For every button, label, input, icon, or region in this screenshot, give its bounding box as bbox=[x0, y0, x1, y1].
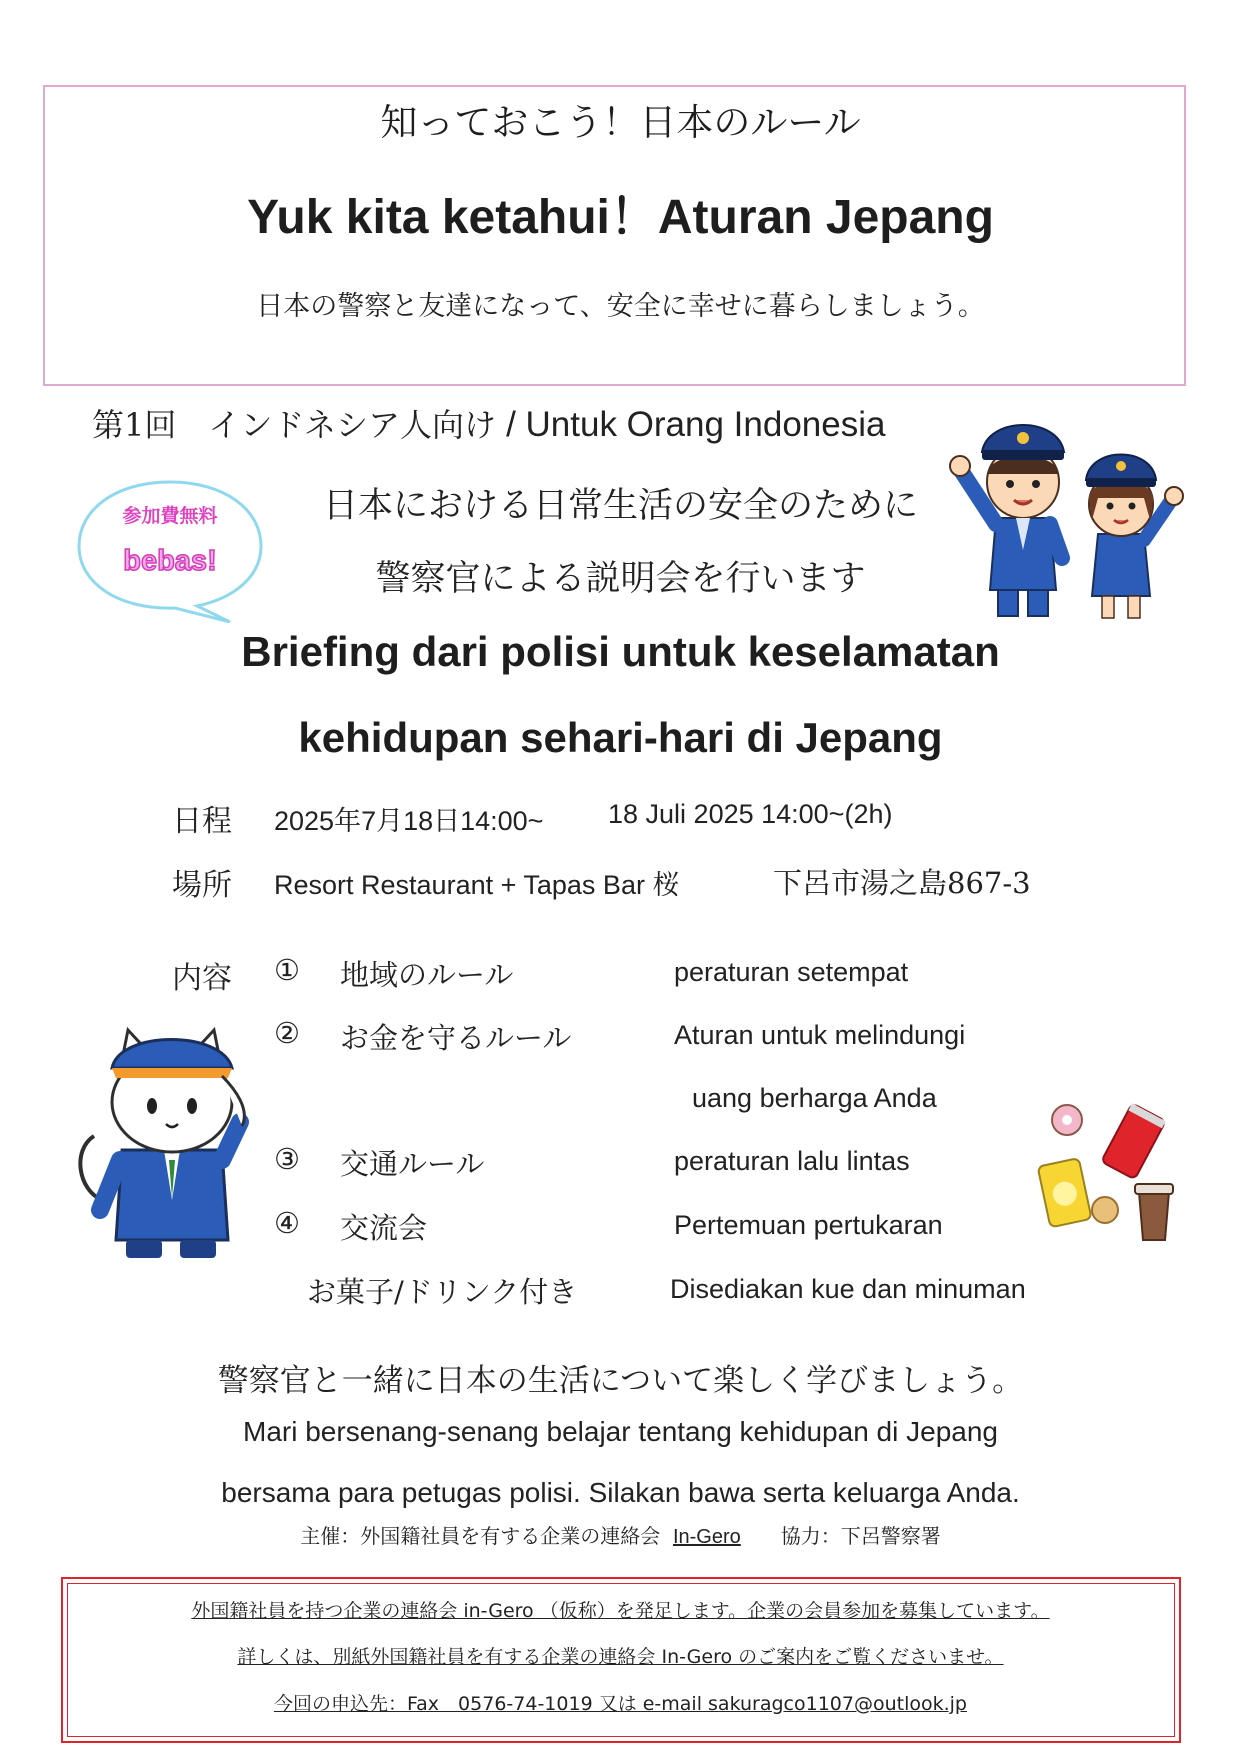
snacks-drinks-illustration bbox=[1033, 1100, 1183, 1250]
content-item-2-num: ② bbox=[274, 1016, 300, 1050]
content-item-2-jp: お金を守るルール bbox=[340, 1021, 572, 1055]
content-extra-jp: お菓子/ドリンク付き bbox=[307, 1275, 578, 1309]
female-officer-icon bbox=[1086, 455, 1183, 619]
session-audience-jp: インドネシア人向け bbox=[208, 406, 497, 444]
session-audience-id: / Untuk Orang Indonesia bbox=[506, 405, 886, 444]
venue-address: 下呂市湯之島867-3 bbox=[773, 866, 1031, 900]
content-item-3-num: ③ bbox=[274, 1142, 300, 1176]
content-item-4-id: Pertemuan pertukaran bbox=[674, 1210, 943, 1240]
info-line1: 外国籍社員を持つ企業の連絡会 in-Gero （仮称）を発足します。企業の会員参加を募集しています。 bbox=[191, 1600, 1050, 1622]
content-item-4-jp: 交流会 bbox=[340, 1211, 428, 1245]
cooperation: 協力：下呂警察署 bbox=[780, 1524, 941, 1548]
free-badge-jp: 参加費無料 bbox=[122, 505, 218, 527]
title-jp: 知っておこう！日本のルール bbox=[380, 101, 861, 144]
lead-id-line2: kehidupan sehari-hari di Jepang bbox=[298, 714, 943, 761]
cat-police-illustration bbox=[72, 1010, 262, 1270]
organizer-label: 主催：外国籍社員を有する企業の連絡会 bbox=[300, 1524, 661, 1548]
content-item-4-num: ④ bbox=[274, 1206, 300, 1240]
venue-label: 場所 bbox=[172, 868, 232, 903]
male-officer-icon bbox=[950, 425, 1064, 616]
subtitle-jp: 日本の警察と友達になって、安全に幸せに暮らしましょう。 bbox=[256, 291, 985, 322]
venue-name: Resort Restaurant + Tapas Bar 桜 bbox=[274, 870, 680, 900]
content-item-1-jp: 地域のルール bbox=[340, 958, 514, 992]
lead-jp-line2: 警察官による説明会を行います bbox=[375, 559, 866, 599]
closing-jp: 警察官と一緒に日本の生活について楽しく学びましょう。 bbox=[217, 1363, 1024, 1399]
content-extra-id: Disediakan kue dan minuman bbox=[670, 1274, 1026, 1304]
free-badge-id: bebas! bbox=[123, 545, 217, 577]
session-number: 第1回 bbox=[92, 406, 177, 444]
session-line bbox=[92, 400, 885, 446]
content-item-2-id-cont: uang berharga Anda bbox=[692, 1083, 937, 1113]
content-item-2-id: Aturan untuk melindungi bbox=[674, 1020, 966, 1050]
schedule-jp: 2025年7月18日14:00~ bbox=[274, 806, 544, 836]
lead-jp-line1: 日本における日常生活の安全のために bbox=[322, 486, 918, 526]
closing-id-line2: bersama para petugas polisi. Silakan bawa serta keluarga Anda. bbox=[221, 1477, 1020, 1508]
content-item-1-num: ① bbox=[274, 953, 300, 987]
lead-id-line1: Briefing dari polisi untuk keselamatan bbox=[241, 628, 1000, 675]
organizer-line bbox=[0, 1520, 1241, 1549]
content-item-3-id: peraturan lalu lintas bbox=[674, 1146, 910, 1176]
content-label: 内容 bbox=[172, 961, 232, 996]
schedule-id: 18 Juli 2025 14:00~(2h) bbox=[608, 799, 893, 829]
police-officers-illustration bbox=[938, 400, 1198, 620]
title-id: Yuk kita ketahui！Aturan Jepang bbox=[247, 191, 994, 244]
content-item-1-id: peraturan setempat bbox=[674, 957, 909, 987]
organizer-name: In-Gero bbox=[672, 1526, 741, 1548]
info-line2: 詳しくは、別紙外国籍社員を有する企業の連絡会 In-Gero のご案内をご覧くださいませ。 bbox=[237, 1646, 1004, 1668]
info-line3: 今回の申込先：Fax 0576-74-1019 又は e-mail sakuragco1107@outlook.jp bbox=[273, 1693, 967, 1715]
content-item-3-jp: 交通ルール bbox=[340, 1147, 485, 1181]
closing-id-line1: Mari bersenang-senang belajar tentang kehidupan di Jepang bbox=[243, 1416, 998, 1447]
schedule-label: 日程 bbox=[172, 804, 232, 839]
